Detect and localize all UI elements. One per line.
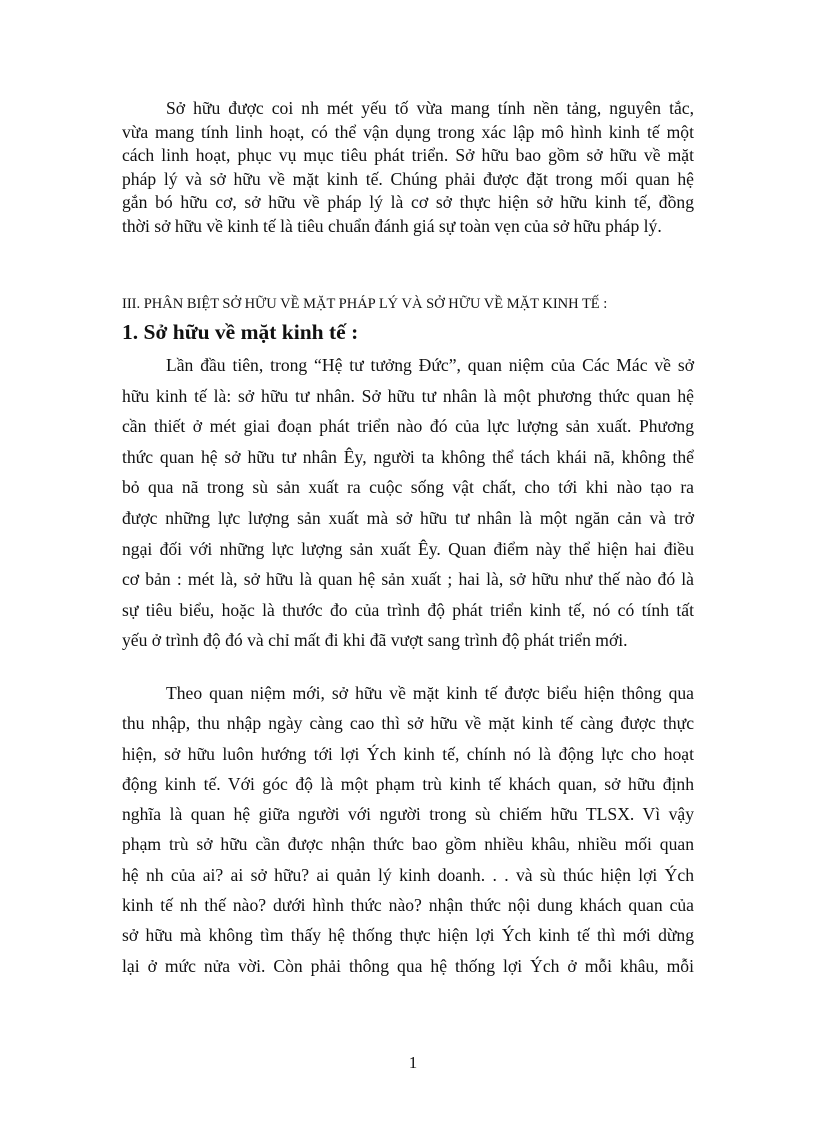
paragraph-marx-view [122,350,694,656]
text-line: gắn bó hữu cơ, sở hữu về pháp lý là cơ sở thực hiện sở hữu kinh tế, đồng [122,192,694,213]
paragraph-ownership-intro [122,97,694,239]
page-number: 1 [408,1053,418,1072]
text-line: lại ở mức nửa vời. Còn phải thông qua hệ thống lợi Ých ở mỗi khâu, mỗi [122,955,694,976]
text-line: pháp lý và sở hữu về mặt kinh tế. Chúng phải được đặt trong mối quan hệ [122,168,694,189]
text-line: được những lực lượng sản xuất mà sở hữu tư nhân là một ngăn cản và trở [122,507,694,528]
text-line: thời sở hữu về kinh tế là tiêu chuẩn đánh giá sự toàn vẹn của sở hữu pháp lý. [122,215,662,236]
text-line: Lần đầu tiên, trong “Hệ tư tưởng Đức”, quan niệm của Các Mác về sở [166,355,694,375]
text-line: hữu kinh tế là: sở hữu tư nhân. Sở hữu tư nhân là một phương thức quan hệ [122,385,694,406]
text-line: hệ nh của ai? ai sở hữu? ai quản lý kinh doanh. . . và sù thúc hiện lợi Ých [122,864,694,885]
text-line: thu nhập, thu nhập ngày càng cao thì sở hữu về mặt kinh tế càng được thực [122,713,694,734]
text-line: cách linh hoạt, phục vụ mục tiêu phát triển. Sở hữu bao gồm sở hữu về mặt [122,145,694,166]
text-line: sự tiêu biểu, hoặc là thước đo của trình độ phát triển kinh tế, nó có tính tất [122,599,694,620]
text-line: bỏ qua nã trong sù sản xuất ra cuộc sống vật chất, cho tới khi nào tạo ra [122,477,694,498]
section-heading: III. PHÂN BIỆT SỞ HỮU VỀ MẶT PHÁP LÝ VÀ SỞ HỮU VỀ MẶT KINH TẾ : [122,296,608,312]
text-line: phạm trù sở hữu cần được nhận thức bao gồm nhiều khâu, nhiều mối quan [122,834,694,855]
text-line: kinh tế nh thế nào? dưới hình thức nào? nhận thức nội dung khách quan của [122,895,694,916]
text-line: vừa mang tính linh hoạt, có thể vận dụng trong xác lập mô hình kinh tế một [122,121,694,142]
text-line: cần thiết ở mét giai đoạn phát triển nào đó của lực lượng sản xuất. Phương [122,416,694,437]
text-line: yếu ở trình độ đó và chỉ mất đi khi đã vượt sang trình độ phát triển mới. [122,630,628,651]
text-line: thức quan hệ sở hữu tư nhân Êy, người ta không thể tách khái nã, không thể [122,446,694,467]
text-line: sở hữu mà không tìm thấy hệ thống thực hiện lợi Ých kinh tế thì mới dừng [122,925,694,946]
paragraph-new-view [122,678,694,981]
text-line: Sở hữu được coi nh mét yếu tố vừa mang tính nền tảng, nguyên tắc, [166,98,694,118]
text-line: nghĩa là quan hệ giữa người với người trong sù chiếm hữu TLSX. Vì vậy [122,804,694,825]
text-line: cơ bản : mét là, sở hữu là quan hệ sản xuất ; hai là, sở hữu như thế nào đó là [122,569,694,590]
text-line: hiện, sở hữu luôn hướng tới lợi Ých kinh tế, chính nó là động lực cho hoạt [122,743,694,764]
text-line: Theo quan niệm mới, sở hữu về mặt kinh tế được biểu hiện thông qua [166,683,694,703]
sub-heading: 1. Sở hữu về mặt kinh tế : [122,320,359,344]
text-line: động kinh tế. Với góc độ là một phạm trù kinh tế khách quan, sở hữu định [122,773,694,794]
text-line: ngại đối với những lực lượng sản xuất Êy. Quan điểm này thể hiện hai điều [122,538,694,559]
